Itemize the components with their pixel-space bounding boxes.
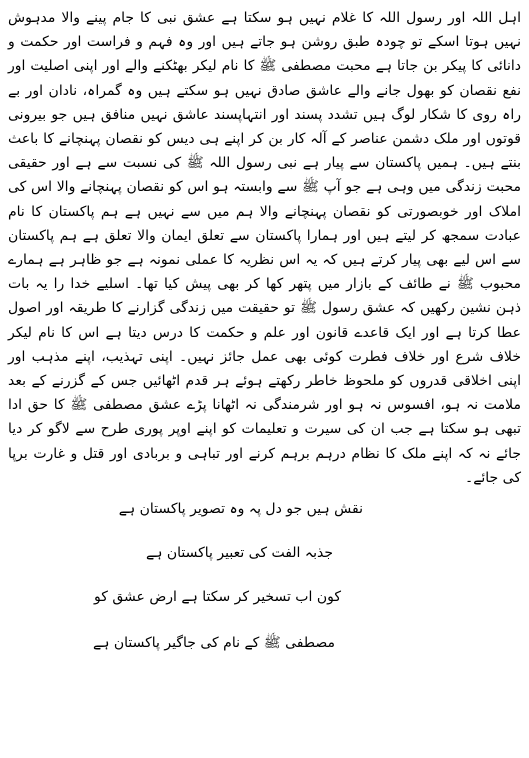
poem-line-1: نقش ہیں جو دل پہ وہ تصویر پاکستان ہے xyxy=(118,501,363,518)
poem xyxy=(8,498,521,758)
poem-line-2: جذبہ الفت کی تعبیر پاکستان ہے xyxy=(146,545,333,562)
poem-line-3: کون اب تسخیر کر سکتا ہے ارض عشق کو xyxy=(94,589,341,606)
body-paragraph: اہل اللہ اور رسول اللہ کا غلام نہیں ہو سکتا ہے عشق نبی کا جام پینے والا مدہوش نہیں ہوتا اسکے تو چودہ طبق روشن ہو جاتے ہیں اور وہ فہم و فراست اور حکمت و دانائی کا پیکر بن جاتا ہے محبت مصطفی ﷺ کا نام لیکر بھٹکنے والے اور اپنی اصلیت اور نفع نقصان کو بھول جانے والے عاشق صادق نہیں ہو سکتے ہیں وہ گمراہ، نادان اور بے راہ روی کا شکار لوگ ہیں تشدد پسند اور انتہاپسند عاشق نہیں منافق ہیں جو بیرونی قوتوں اور ملک دشمن عناصر کے آلہ کار بن کر اپنے ہی دیس کو نقصان پہنچانے کا باعث بنتے ہیں۔ ہمیں پاکستان سے پیار ہے نبی رسول اللہ ﷺ کی نسبت سے ہے اور حقیقی محبت زندگی میں وہی ہے جو آپ ﷺ سے وابستہ ہو اس کو نقصان پہنچانے والا اس کی املاک اور خوبصورتی کو نقصان پہنچانے والا ہم میں سے نہیں ہے ہم پاکستان کا نام عبادت سمجھ کر لیتے ہیں اور ہمارا پاکستان سے تعلق ایمان والا تعلق ہے ہم پاکستان سے اس لیے بھی پیار کرتے ہیں کہ یہ اس نظریہ کا عملی نمونہ ہے جو ظاہر ہے ہمارے محبوب ﷺ نے طائف کے بازار میں پتھر کھا کر بھی پیش کیا تھا۔ اسلیے خدا را یہ بات ذہن نشین رکھیں کہ عشق رسول ﷺ تو حقیقت میں زندگی گزارنے کا طریقہ اور اصول عطا کرتا ہے اور ایک قاعدے قانون اور علم و حکمت کا درس دیتا ہے اس کا نام لیکر خلاف شرع اور خلاف فطرت کوئی بھی عمل جائز نہیں۔ اپنی تہذیب، اپنے مذہب اور اپنی اخلاقی قدروں کو ملحوظ خاطر رکھتے ہوئے ہر قدم اٹھائیں جس کے گزرنے کے بعد ملامت نہ ہو، افسوس نہ ہو اور شرمندگی نہ اٹھانا پڑے عشق مصطفی ﷺ کا حق ادا تبھی ہو سکتا ہے جب ان کی سیرت و تعلیمات کو اپنے اوپر پوری طرح سے لاگو کر دیا جائے نہ کہ اپنے ملک کا نظام درہم برہم کرنے اور تباہی و بربادی اور قتل و غارت برپا کی جائے۔ xyxy=(8,10,521,486)
poem-line-4: مصطفی ﷺ کے نام کی جاگیر پاکستان ہے xyxy=(93,635,335,652)
